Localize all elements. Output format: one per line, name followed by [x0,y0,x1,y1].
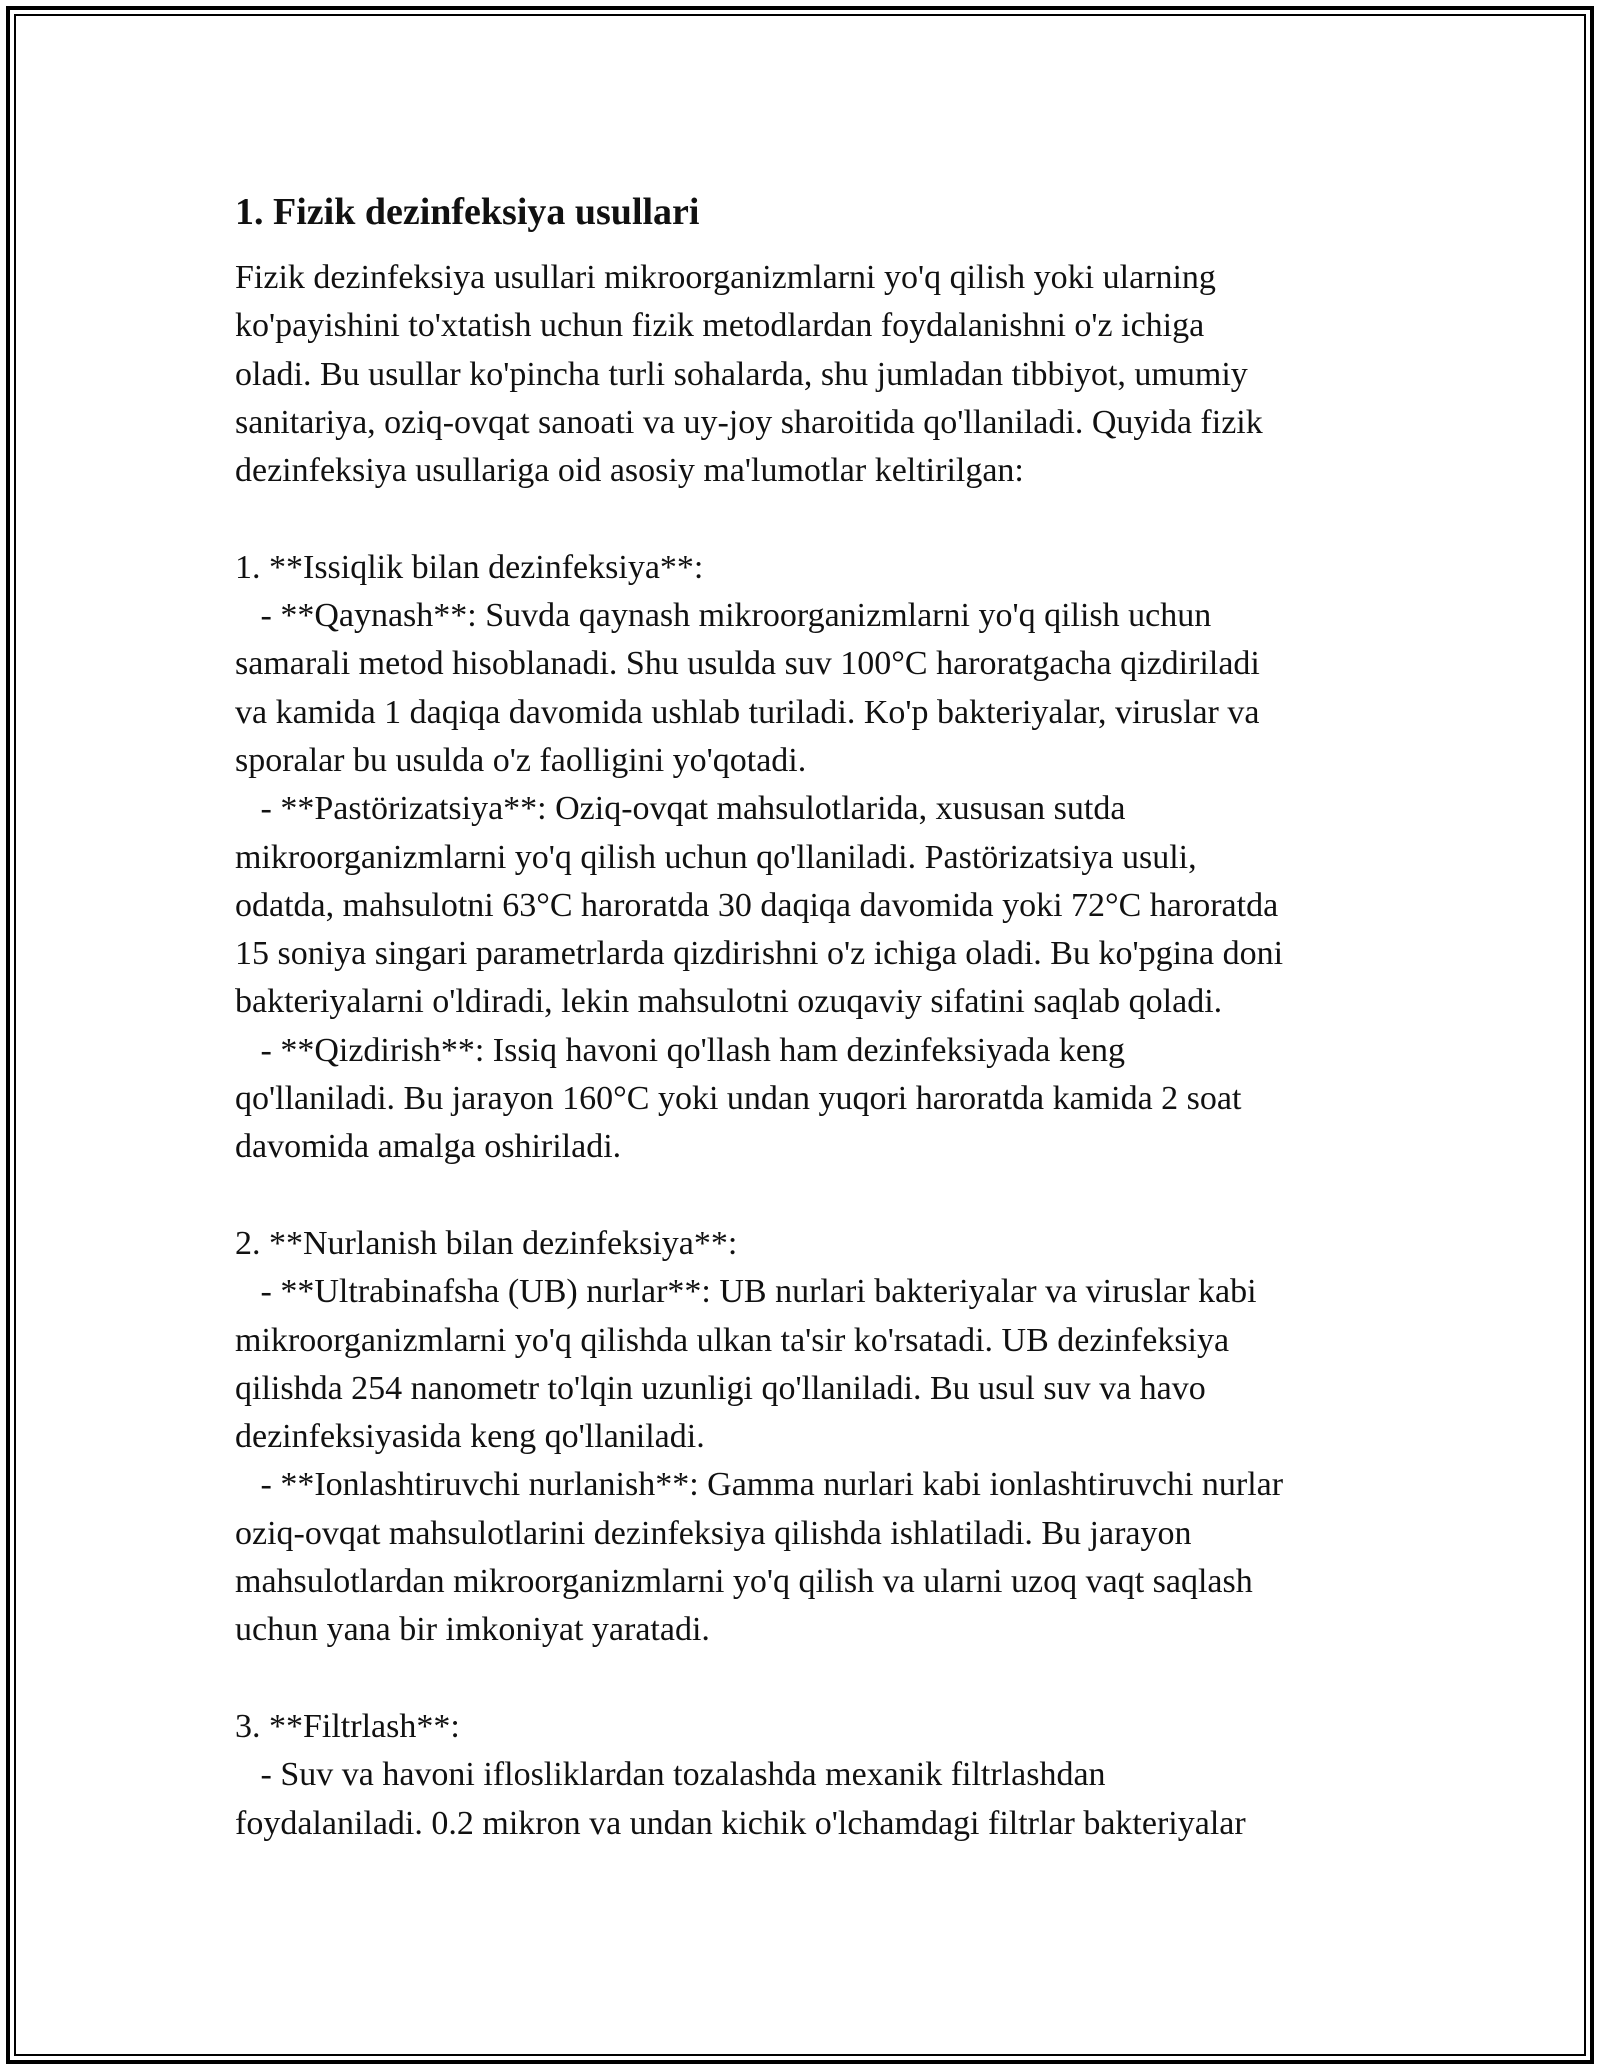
text-line: qo'llaniladi. Bu jarayon 160°C yoki undan yuqori haroratda kamida 2 soat [235,1080,1242,1118]
text-line: odatda, mahsulotni 63°C haroratda 30 daqiqa davomida yoki 72°C haroratda [235,886,1279,924]
text-line: samarali metod hisoblanadi. Shu usulda suv 100°C haroratgacha qizdiriladi [235,645,1260,683]
text-line: sanitariya, oziq-ovqat sanoati va uy-joy sharoitida qo'llaniladi. Quyida fizik [235,403,1263,441]
blank-line [235,495,1415,543]
text-line: dezinfeksiyasida keng qo'llaniladi. [235,1418,705,1456]
text-line: dezinfeksiya usullariga oid asosiy ma'lumotlar keltirilgan: [235,452,1024,490]
text-line: 2. **Nurlanish bilan dezinfeksiya**: [235,1224,738,1262]
text-line: ko'payishini to'xtatish uchun fizik metodlardan foydalanishni o'z ichiga [235,307,1205,345]
text-line: qilishda 254 nanometr to'lqin uzunligi qo'llaniladi. Bu usul suv va havo [235,1369,1206,1407]
blank-line [235,1172,1415,1220]
text-line: - **Ionlashtiruvchi nurlanish**: Gamma nurlari kabi ionlashtiruvchi nurlar [235,1466,1284,1504]
text-line: 3. **Filtrlash**: [235,1707,460,1745]
text-line: 15 soniya singari parametrlarda qizdirishni o'z ichiga oladi. Bu ko'pgina doni [235,935,1284,973]
text-line: foydalaniladi. 0.2 mikron va undan kichik o'lchamdagi filtrlar bakteriyalar [235,1804,1246,1842]
text-line: - **Ultrabinafsha (UB) nurlar**: UB nurlari bakteriyalar va viruslar kabi [235,1273,1257,1311]
text-line: 1. **Issiqlik bilan dezinfeksiya**: [235,548,704,586]
document-text [235,254,1415,1848]
text-line: mahsulotlardan mikroorganizmlarni yo'q qilish va ularni uzoq vaqt saqlash [235,1563,1253,1601]
text-line: uchun yana bir imkoniyat yaratadi. [235,1611,710,1649]
text-line: sporalar bu usulda o'z faolligini yo'qotadi. [235,741,807,779]
text-line: mikroorganizmlarni yo'q qilish uchun qo'llaniladi. Pastörizatsiya usuli, [235,838,1197,876]
text-line: oladi. Bu usullar ko'pincha turli sohalarda, shu jumladan tibbiyot, umumiy [235,355,1248,393]
text-line: va kamida 1 daqiqa davomida ushlab turiladi. Ko'p bakteriyalar, viruslar va [235,693,1260,731]
text-line: oziq-ovqat mahsulotlarini dezinfeksiya qilishda ishlatiladi. Bu jarayon [235,1514,1192,1552]
text-line: - **Qaynash**: Suvda qaynash mikroorganizmlarni yo'q qilish uchun [235,597,1212,635]
section-heading: 1. Fizik dezinfeksiya usullari [235,191,700,233]
text-line: davomida amalga oshiriladi. [235,1128,622,1166]
text-line: - Suv va havoni iflosliklardan tozalashda mexanik filtrlashdan [235,1756,1106,1794]
text-line: - **Qizdirish**: Issiq havoni qo'llash ham dezinfeksiyada keng [235,1031,1125,1069]
text-line: mikroorganizmlarni yo'q qilishda ulkan ta'sir ko'rsatadi. UB dezinfeksiya [235,1321,1230,1359]
document-body [235,186,1415,1848]
blank-line [235,1655,1415,1703]
text-line: - **Pastörizatsiya**: Oziq-ovqat mahsulotlarida, xususan sutda [235,790,1126,828]
text-line: bakteriyalarni o'ldiradi, lekin mahsulotni ozuqaviy sifatini saqlab qoladi. [235,983,1223,1021]
text-line: Fizik dezinfeksiya usullari mikroorganizmlarni yo'q qilish yoki ularning [235,259,1216,296]
